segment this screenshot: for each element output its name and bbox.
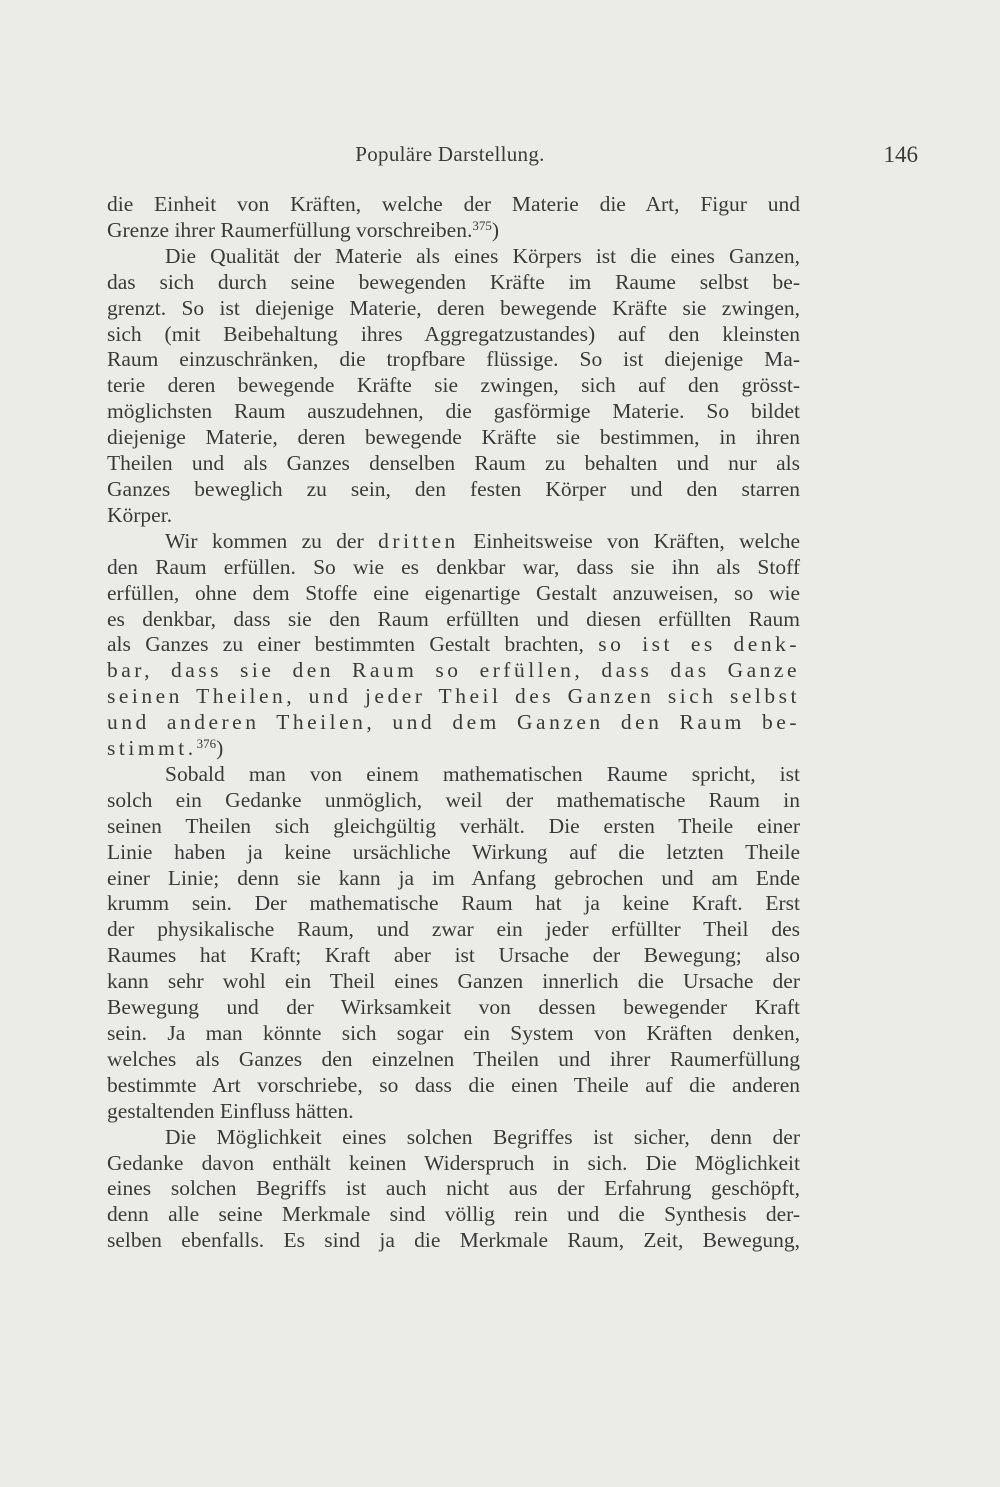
emphasized-line: und anderen Theilen, und dem Ganzen den Raum be- (107, 710, 800, 735)
footnote-marker: 376 (196, 735, 217, 751)
text-line: selben ebenfalls. Es sind ja die Merkmale Raum, Zeit, Bewegung, (107, 1228, 800, 1253)
text-fragment: ) (491, 217, 500, 242)
text-fragment: Grenze ihrer Raumerfüllung vorschreiben. (107, 217, 473, 242)
text-line: krumm sein. Der mathematische Raum hat ja keine Kraft. Erst (107, 891, 800, 916)
body-text (107, 192, 800, 1254)
text-line: gestaltenden Einfluss hätten. (107, 1098, 354, 1123)
text-line (107, 736, 800, 762)
text-fragment: Einheitsweise von Kräften, welche (473, 528, 800, 553)
text-line: der physikalische Raum, und zwar ein jeder erfüllter Theil des (107, 917, 800, 942)
running-header: Populäre Darstellung. (355, 142, 545, 166)
text-line: Körper. (107, 502, 173, 527)
emphasized-text: so ist es denk- (598, 632, 801, 657)
text-line: sich (mit Beibehaltung ihres Aggregatzustandes) auf den kleinsten (107, 321, 800, 346)
text-fragment: Wir kommen zu der (165, 528, 364, 553)
footnote-marker: 375 (472, 217, 492, 233)
text-line: den Raum erfüllen. So wie es denkbar war, dass sie ihn als Stoff (107, 554, 800, 579)
text-line: die Einheit von Kräften, welche der Materie die Art, Figur und (107, 192, 800, 216)
text-line: grenzt. So ist diejenige Materie, deren bewegende Kräfte sie zwingen, (107, 295, 800, 320)
text-line: es denkbar, dass sie den Raum erfüllten und diesen erfüllten Raum (107, 606, 800, 631)
text-line: Ganzes beweglich zu sein, den festen Körper und den starren (107, 476, 800, 501)
text-line: Gedanke davon enthält keinen Widerspruch in sich. Die Möglichkeit (107, 1150, 800, 1175)
text-line: diejenige Materie, deren bewegende Kräfte sie bestimmen, in ihren (107, 425, 800, 450)
text-line: eines solchen Begriffs ist auch nicht aus der Erfahrung geschöpft, (107, 1176, 800, 1201)
text-line: Theilen und als Ganzes denselben Raum zu behalten und nur als (107, 451, 800, 476)
text-line: Raum einzuschränken, die tropfbare flüssige. So ist diejenige Ma- (107, 347, 800, 372)
text-line: sein. Ja man könnte sich sogar ein System von Kräften denken, (107, 1021, 800, 1045)
text-line: Die Möglichkeit eines solchen Begriffes ist sicher, denn der (165, 1124, 800, 1149)
text-line (107, 218, 800, 244)
text-line: kann sehr wohl ein Theil eines Ganzen innerlich die Ursache der (107, 969, 800, 994)
emphasized-text: dritten (378, 528, 459, 553)
emphasized-line: seinen Theilen, und jeder Theil des Ganzen sich selbst (107, 684, 800, 709)
emphasized-line: bar, dass sie den Raum so erfüllen, dass das Ganze (107, 658, 800, 683)
text-line: Die Qualität der Materie als eines Körpers ist die eines Ganzen, (165, 243, 800, 268)
text-line: Raumes hat Kraft; Kraft aber ist Ursache der Bewegung; also (107, 943, 800, 968)
text-line (107, 529, 800, 555)
text-line: bestimmte Art vorschriebe, so dass die einen Theile auf die anderen (107, 1072, 800, 1097)
text-line: Linie haben ja keine ursächliche Wirkung auf die letzten Theile (107, 839, 800, 864)
page-number: 146 (883, 142, 918, 167)
text-line: denn alle seine Merkmale sind völlig rein und die Synthesis der- (107, 1202, 800, 1227)
text-line: Bewegung und der Wirksamkeit von dessen bewegender Kraft (107, 995, 800, 1020)
text-fragment: als Ganzes zu einer bestimmten Gestalt brachten, (107, 632, 584, 657)
text-line: möglichsten Raum auszudehnen, die gasförmige Materie. So bildet (107, 399, 800, 424)
text-line: Sobald man von einem mathematischen Raume spricht, ist (165, 761, 800, 786)
text-line: terie deren bewegende Kräfte sie zwingen, sich auf den grösst- (107, 373, 800, 398)
text-line (107, 632, 800, 658)
text-line: solch ein Gedanke unmöglich, weil der mathematische Raum in (107, 787, 800, 812)
text-line: seinen Theilen sich gleichgültig verhält. Die ersten Theile einer (107, 813, 800, 838)
text-line: das sich durch seine bewegenden Kräfte im Raume selbst be- (107, 269, 800, 294)
text-line: welches als Ganzes den einzelnen Theilen und ihrer Raumerfüllung (107, 1046, 800, 1071)
emphasized-text: stimmt. (107, 736, 197, 761)
text-fragment: ) (216, 736, 224, 761)
text-line: einer Linie; denn sie kann ja im Anfang gebrochen und am Ende (107, 865, 800, 890)
text-line: erfüllen, ohne dem Stoffe eine eigenartige Gestalt anzuweisen, so wie (107, 580, 800, 605)
